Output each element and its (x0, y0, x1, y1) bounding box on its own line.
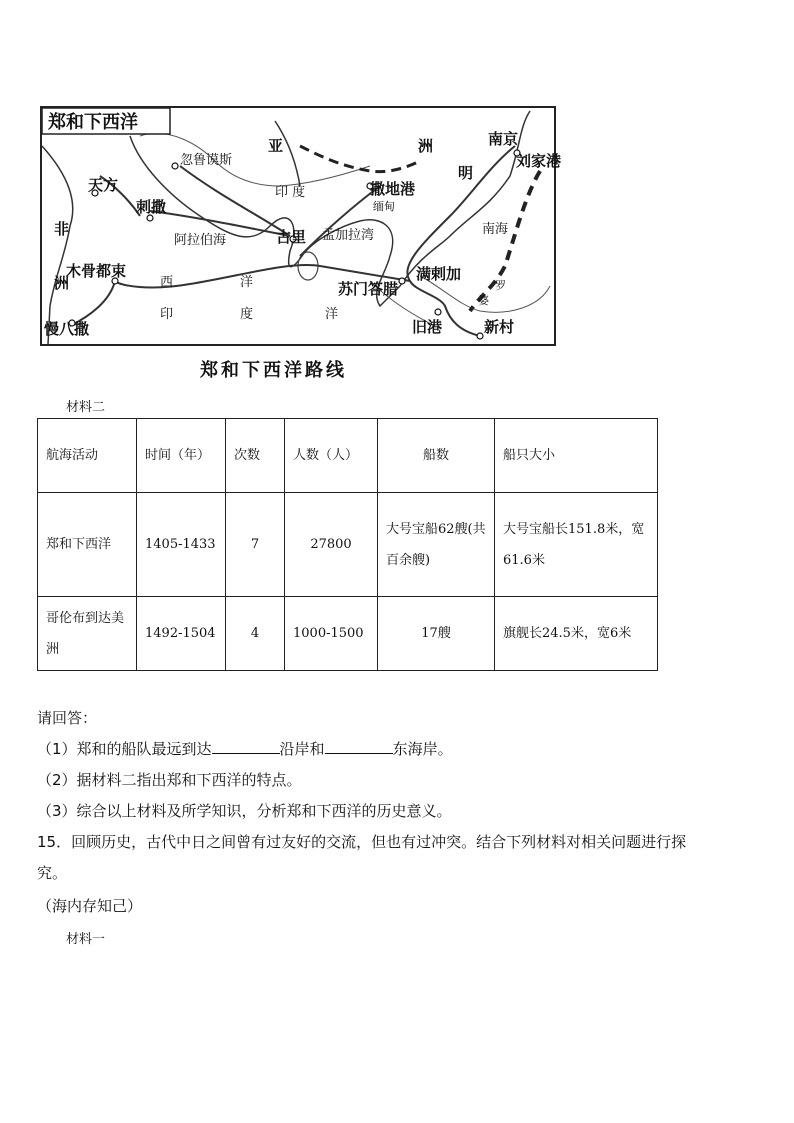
map-frame (41, 107, 555, 345)
label-sumendala: 苏门答腊 (338, 280, 399, 298)
label-miandian: 缅甸 (373, 200, 395, 213)
question-15-line-1: 15．回顾历史，古代中日之间曾有过友好的交流，但也有过冲突。结合下列材料对相关问题进行探 (37, 833, 687, 851)
row2-times: 4 (226, 597, 285, 671)
row2-size: 旗舰长24.5米，宽6米 (495, 597, 658, 671)
header-times: 次数 (226, 419, 285, 493)
map-caption: 郑和下西洋路线 (200, 360, 347, 381)
answer-blank-1[interactable] (212, 739, 280, 754)
row2-time: 1492-1504 (137, 597, 226, 671)
label-yinduyang-2: 度 (240, 307, 254, 322)
label-fei: 非 (54, 220, 70, 238)
label-yazhou-1: 亚 (268, 137, 284, 155)
row1-activity: 郑和下西洋 (38, 493, 137, 597)
header-activity: 航海活动 (38, 419, 137, 493)
label-jiugang: 旧港 (412, 318, 443, 336)
header-size: 船只大小 (495, 419, 658, 493)
table-header-row (38, 419, 658, 493)
label-tianfang: 天方 (88, 176, 119, 194)
header-ships: 船数 (378, 419, 495, 493)
answer-blank-2[interactable] (325, 739, 393, 754)
material-2-label: 材料二 (66, 400, 106, 415)
question-15-source: （海内存知己） (37, 897, 143, 915)
label-nanjing: 南京 (488, 130, 519, 148)
question-1 (37, 734, 453, 765)
label-manbasa: 慢八撒 (44, 320, 90, 338)
label-mengjialawan: 孟加拉湾 (322, 228, 375, 243)
question-15-line-2: 究。 (37, 864, 68, 882)
row1-size: 大号宝船长151.8米，宽61.6米 (495, 493, 658, 597)
header-time: 时间（年） (137, 419, 226, 493)
row2-ships: 17艘 (378, 597, 495, 671)
question-2: （2）据材料二指出郑和下西洋的特点。 (37, 771, 302, 789)
label-alabohai: 阿拉伯海 (174, 233, 227, 248)
map-title: 郑和下西洋 (48, 112, 138, 133)
label-lasa: 刺撒 (136, 198, 167, 216)
q1-part-c: 东海岸。 (392, 740, 453, 758)
label-liujiagang: 刘家港 (516, 152, 562, 170)
label-sadigang: 撒地港 (370, 180, 416, 198)
row2-people: 1000-1500 (285, 597, 378, 671)
q1-part-a: （1）郑和的船队最远到达 (37, 740, 212, 758)
label-mugudushu: 木骨都束 (66, 262, 127, 280)
row2-activity: 哥伦布到达美洲 (38, 597, 137, 671)
question-3: （3）综合以上材料及所学知识，分析郑和下西洋的历史意义。 (37, 802, 452, 820)
label-yindu: 印 度 (275, 185, 306, 200)
label-nanhai: 南海 (482, 222, 509, 237)
label-poluo-1: 罗 (495, 279, 506, 292)
label-poluo-2: 婆 (478, 294, 489, 307)
label-yinduyang-1: 印 (160, 307, 174, 322)
label-xiyang-2: 洋 (240, 275, 254, 290)
comparison-table (37, 418, 658, 671)
label-hulumosi: 忽鲁谟斯 (180, 153, 233, 168)
row1-people: 27800 (285, 493, 378, 597)
row1-ships: 大号宝船62艘(共百余艘) (378, 493, 495, 597)
row1-time: 1405-1433 (137, 493, 226, 597)
voyage-map (40, 106, 562, 346)
label-xincun: 新村 (484, 318, 515, 336)
label-ming: 明 (458, 164, 474, 182)
material-1-label: 材料一 (66, 932, 106, 947)
label-manlajia: 满剌加 (416, 265, 462, 283)
table-row (38, 597, 658, 671)
questions-intro: 请回答： (37, 709, 98, 727)
q1-part-b: 沿岸和 (279, 740, 325, 758)
label-zhou: 洲 (54, 274, 70, 292)
table-row (38, 493, 658, 597)
label-guli: 古里 (276, 228, 307, 246)
label-yinduyang-3: 洋 (325, 307, 339, 322)
label-yazhou-2: 洲 (418, 137, 434, 155)
row1-times: 7 (226, 493, 285, 597)
header-people: 人数（人） (285, 419, 378, 493)
label-xiyang-1: 西 (160, 275, 174, 290)
